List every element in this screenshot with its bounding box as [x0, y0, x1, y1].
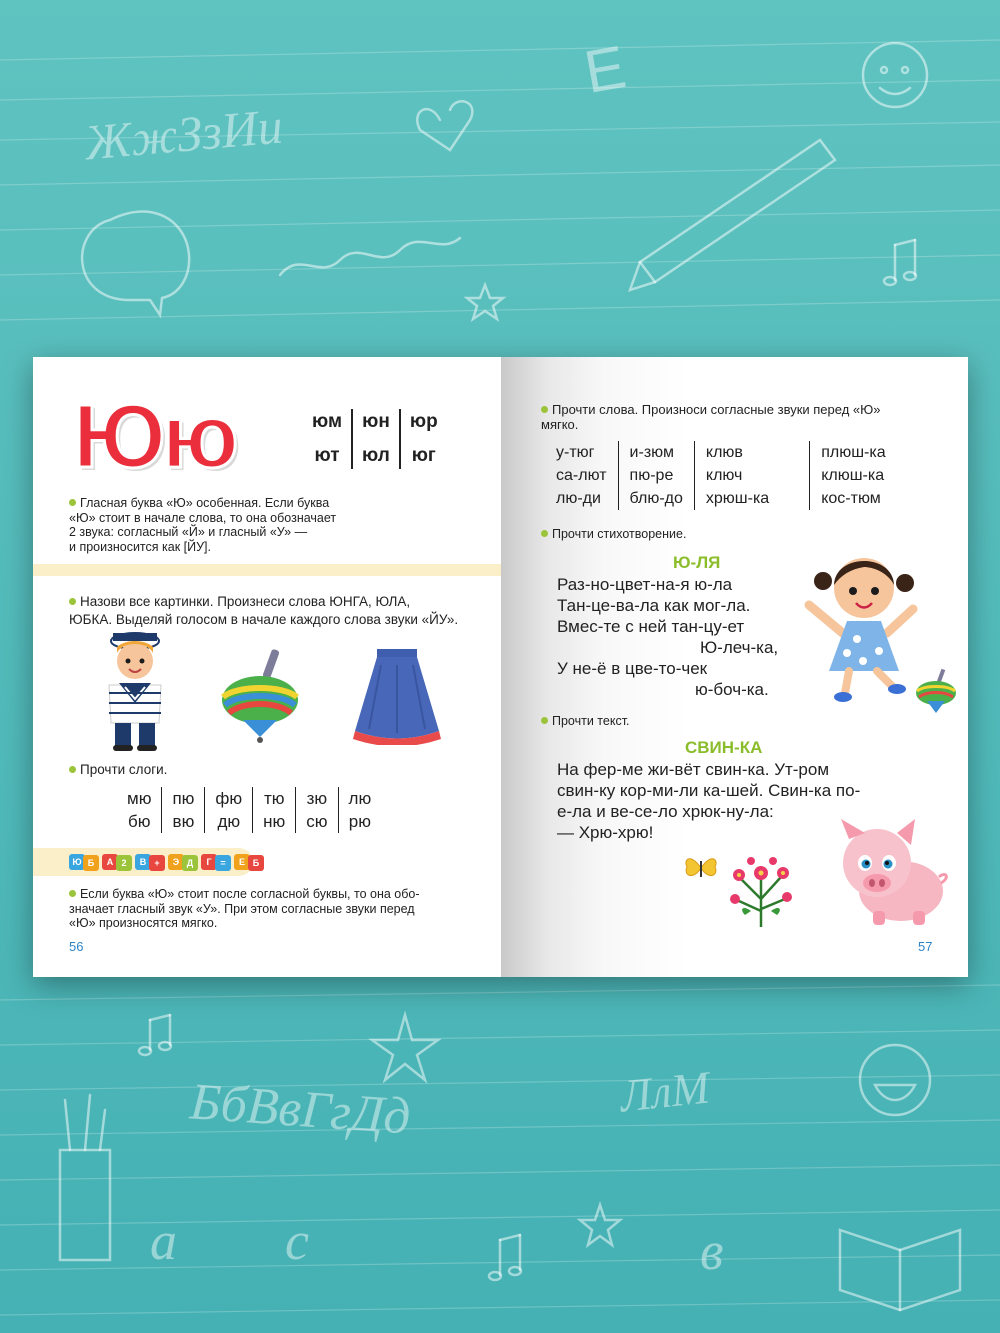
doodle-letter-a: a: [150, 1211, 177, 1271]
bullet-icon: [69, 766, 76, 773]
letter-cube: Э: [168, 854, 184, 870]
syllable: ют: [314, 445, 340, 466]
syllable: зю: [296, 787, 338, 810]
text-line: свин-ку кор-ми-ли ка-шей. Свин-ка по-: [557, 781, 861, 800]
poem-line: Раз-но-цвет-на-я ю-ла: [557, 575, 733, 594]
letter-cube: 2: [116, 855, 132, 871]
butterfly-illustration: [683, 853, 719, 883]
big-letter-yu: Юю: [73, 387, 235, 487]
right-page: [501, 357, 968, 977]
task-line: ЮБКА. Выделяй голосом в начале каждого слова звуки «ЙУ».: [69, 612, 459, 627]
word: блю-до: [618, 487, 694, 510]
intro-text: [69, 496, 479, 554]
syllable: сю: [296, 810, 338, 833]
syllable: дю: [205, 810, 253, 833]
page-number-left: 56: [69, 939, 84, 954]
letter-cube: +: [149, 855, 165, 871]
doodle-cursive-top: ЖжЗзИи: [82, 97, 285, 171]
spinning-top-illustration: [217, 645, 303, 745]
task-read-poem: Прочти стихотворение.: [541, 525, 686, 543]
doodle-cursive-bottom: БбВвГгДд: [188, 1073, 413, 1146]
word: у-тюг: [556, 444, 595, 461]
syllable: вю: [162, 810, 205, 833]
doodle-letter-c: c: [285, 1211, 309, 1271]
open-book: [33, 357, 968, 977]
girl-illustration: [801, 543, 931, 703]
divider-band: [33, 564, 501, 576]
word: пю-ре: [618, 464, 694, 487]
words-grid: [545, 441, 897, 510]
poem-line: Ю-леч-ка,: [700, 638, 779, 657]
task-read-words: [541, 403, 951, 432]
bullet-icon: [69, 598, 76, 605]
text-line: — Хрю-хрю!: [557, 823, 654, 842]
word: хрюш-ка: [694, 487, 809, 510]
poem-line: ю-боч-ка.: [695, 680, 769, 699]
letter-cube: =: [215, 855, 231, 871]
syllable: тю: [253, 787, 296, 810]
letter-cube: Ю: [69, 854, 85, 870]
rule-text: [69, 887, 489, 931]
syllable: юм: [312, 411, 343, 432]
syllable: мю: [127, 789, 152, 808]
bullet-icon: [69, 499, 76, 506]
bullet-icon: [541, 406, 548, 413]
word: лю-ди: [556, 490, 601, 507]
small-top-illustration: [913, 667, 959, 717]
poem-line: Вмес-те с ней тан-цу-ет: [557, 617, 745, 636]
poem-line: Тан-це-ва-ла как мог-ла.: [557, 596, 751, 615]
task-line: Назови все картинки. Произнеси слова ЮНГА, ЮЛА,: [80, 594, 411, 609]
task-read-syllables: Прочти слоги.: [69, 761, 167, 779]
bullet-icon: [541, 530, 548, 537]
syllable: юн: [352, 409, 400, 435]
syllable: рю: [338, 810, 381, 833]
rule-line: значает гласный звук «У». При этом согласные звуки перед: [69, 901, 415, 916]
doodle-letter-b: в: [700, 1221, 724, 1281]
left-page: [33, 357, 501, 977]
flowers-illustration: [721, 849, 801, 929]
word: и-зюм: [618, 441, 694, 464]
syllable: бю: [127, 812, 151, 831]
text-title: СВИН-КА: [685, 738, 763, 757]
top-syllables-grid: [303, 409, 447, 469]
word: ключ: [694, 464, 809, 487]
page-number-right: 57: [918, 939, 933, 954]
text-line: е-ла и ве-се-ло хрюк-ну-ла:: [557, 802, 774, 821]
letter-cube: А: [102, 854, 118, 870]
intro-line: Гласная буква «Ю» особенная. Если буква: [80, 496, 330, 510]
doodle-cursive-lm: ЛлМ: [617, 1061, 712, 1122]
intro-line: и произносится как [ЙУ].: [69, 539, 211, 554]
syllable: пю: [162, 787, 205, 810]
bullet-icon: [69, 890, 76, 897]
letter-cube: Г: [201, 854, 217, 870]
word: клюв: [694, 441, 809, 464]
word: кос-тюм: [810, 487, 897, 510]
letter-cube: Б: [83, 855, 99, 871]
pig-illustration: [833, 817, 953, 929]
text-line: На фер-ме жи-вёт свин-ка. Ут-ром: [557, 760, 830, 779]
syllable: юг: [400, 435, 447, 469]
poem-line: У не-ё в цве-то-чек: [557, 659, 708, 678]
task-line: мягко.: [541, 416, 579, 432]
task-line: Прочти слова. Произноси согласные звуки перед «Ю»: [552, 402, 881, 417]
syllable: лю: [338, 787, 381, 810]
bullet-icon: [541, 717, 548, 724]
syllable: фю: [205, 787, 253, 810]
syllables-grid: [117, 787, 381, 833]
poem-title: Ю-ЛЯ: [673, 553, 721, 572]
rule-line: «Ю» произносятся мягко.: [69, 916, 218, 930]
doodle-letter-e: E: [579, 33, 631, 106]
syllable: ню: [253, 810, 296, 833]
rule-line: Если буква «Ю» стоит после согласной буквы, то она обо-: [80, 887, 420, 901]
intro-line: «Ю» стоит в начале слова, то она обозначает: [69, 510, 337, 525]
sailor-boy-illustration: [95, 623, 175, 753]
letter-cube: Д: [182, 855, 198, 871]
word: плюш-ка: [810, 441, 897, 464]
syllable: юл: [352, 435, 400, 469]
word: са-лют: [556, 467, 607, 484]
letter-cube: Б: [248, 855, 264, 871]
syllable: юр: [400, 409, 447, 435]
intro-line: 2 звука: согласный «Й» и гласный «У» —: [69, 525, 308, 539]
word: клюш-ка: [810, 464, 897, 487]
letter-cube: Е: [234, 854, 250, 870]
skirt-illustration: [351, 645, 443, 745]
letter-cube: В: [135, 854, 151, 870]
task-read-text: Прочти текст.: [541, 712, 630, 730]
